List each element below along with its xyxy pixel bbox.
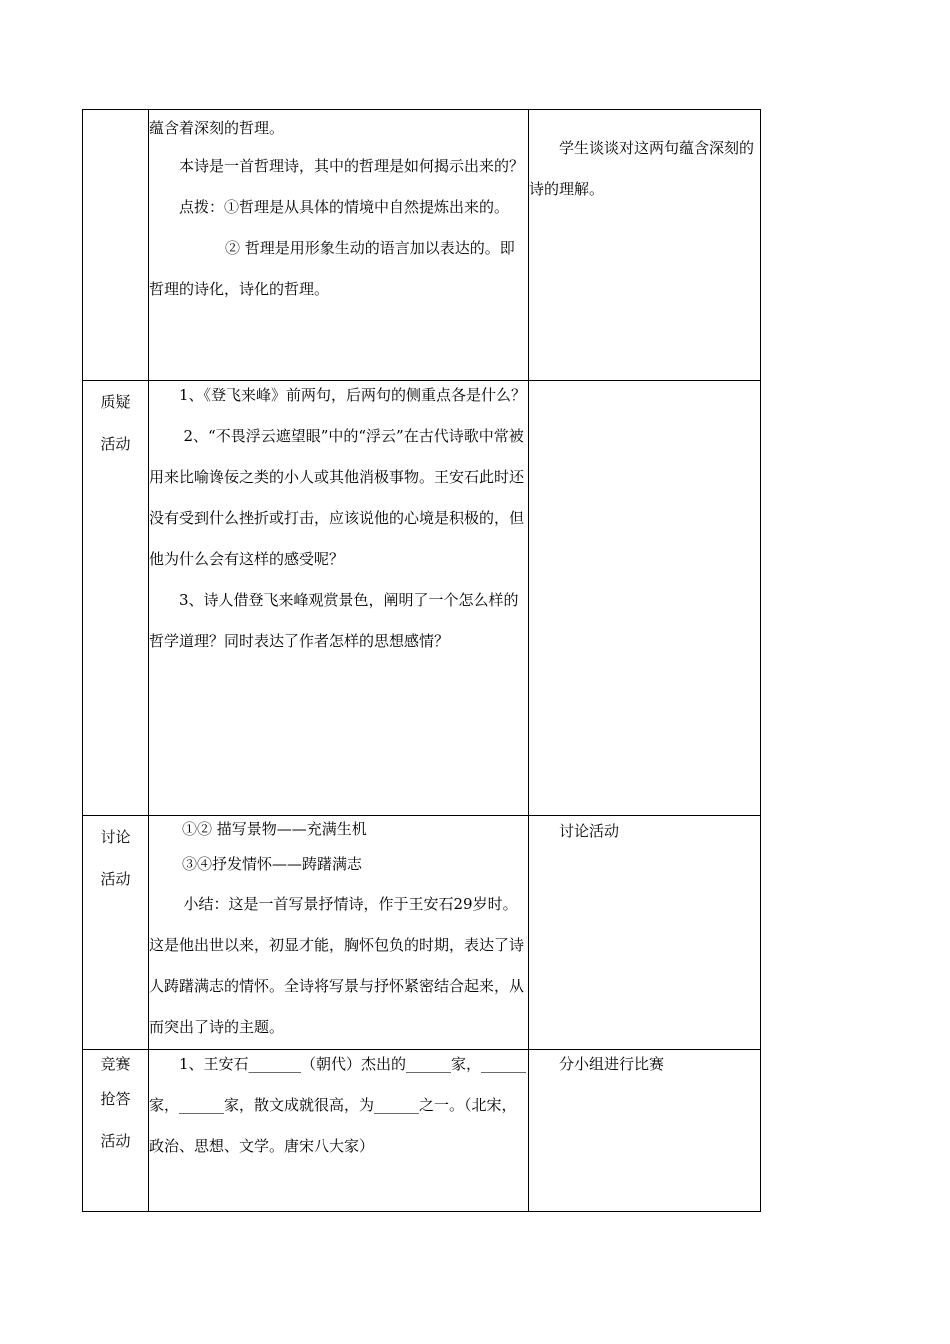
side-text: 分小组进行比赛 bbox=[559, 1055, 665, 1073]
row-label-cell bbox=[83, 110, 149, 381]
content-cell bbox=[149, 381, 529, 816]
side-cell bbox=[529, 816, 761, 1050]
content-text: 小结：这是一首写景抒情诗，作于王安石29岁时。这是他出世以来，初显才能，胸怀包负的时期，表达了诗人踌躇满志的情怀。全诗将写景与抒怀紧密结合起来，从而突出了诗的主题。 bbox=[149, 895, 525, 1036]
side-cell bbox=[529, 1050, 761, 1212]
content-text: ①② 描写景物——充满生机 bbox=[182, 820, 367, 838]
row-label: 活动 bbox=[100, 435, 131, 453]
content-cell bbox=[149, 1050, 529, 1212]
lesson-plan-table bbox=[82, 109, 761, 1212]
row-label: 质疑 bbox=[100, 393, 131, 411]
content-text: 蕴含着深刻的哲理。 bbox=[149, 119, 285, 137]
content-cell bbox=[149, 110, 529, 381]
content-text: 1、王安石_______（朝代）杰出的______家，______家，______家，散文成就很高，为______之一。（北宋，政治、思想、文学。唐宋八大家） bbox=[149, 1055, 527, 1155]
content-text: 本诗是一首哲理诗，其中的哲理是如何揭示出来的？ bbox=[179, 157, 525, 175]
side-text: 学生谈谈对这两句蕴含深刻的诗的理解。 bbox=[529, 139, 755, 198]
table-row bbox=[83, 816, 761, 1050]
row-label: 抢答 bbox=[100, 1090, 131, 1108]
content-text: 点拨：①哲理是从具体的情境中自然提炼出来的。 bbox=[179, 198, 510, 216]
row-label: 活动 bbox=[100, 870, 131, 888]
side-cell bbox=[529, 110, 761, 381]
row-label: 讨论 bbox=[100, 828, 131, 846]
table-row bbox=[83, 1050, 761, 1212]
side-text: 讨论活动 bbox=[559, 822, 620, 840]
content-cell bbox=[149, 816, 529, 1050]
table-row bbox=[83, 381, 761, 816]
row-label-cell bbox=[83, 816, 149, 1050]
table-row bbox=[83, 110, 761, 381]
row-label: 竞赛 bbox=[100, 1055, 131, 1073]
side-cell bbox=[529, 381, 761, 816]
row-label-cell bbox=[83, 1050, 149, 1212]
content-text: 3、诗人借登飞来峰观赏景色，阐明了一个怎么样的哲学道理？同时表达了作者怎样的思想感情？ bbox=[149, 591, 519, 650]
content-text: ③④抒发情怀——踌躇满志 bbox=[182, 855, 363, 873]
content-text: 1、《登飞来峰》前两句，后两句的侧重点各是什么？ bbox=[179, 386, 527, 404]
content-text: ② 哲理是用形象生动的语言加以表达的。即哲理的诗化，诗化的哲理。 bbox=[149, 239, 515, 298]
row-label-cell bbox=[83, 381, 149, 816]
content-text: 2、“不畏浮云遮望眼”中的“浮云”在古代诗歌中常被用来比喻谗佞之类的小人或其他消极事物。王安石此时还没有受到什么挫折或打击，应该说他的心境是积极的，但他为什么会有这样的感受呢？ bbox=[149, 427, 525, 568]
row-label: 活动 bbox=[100, 1132, 131, 1150]
